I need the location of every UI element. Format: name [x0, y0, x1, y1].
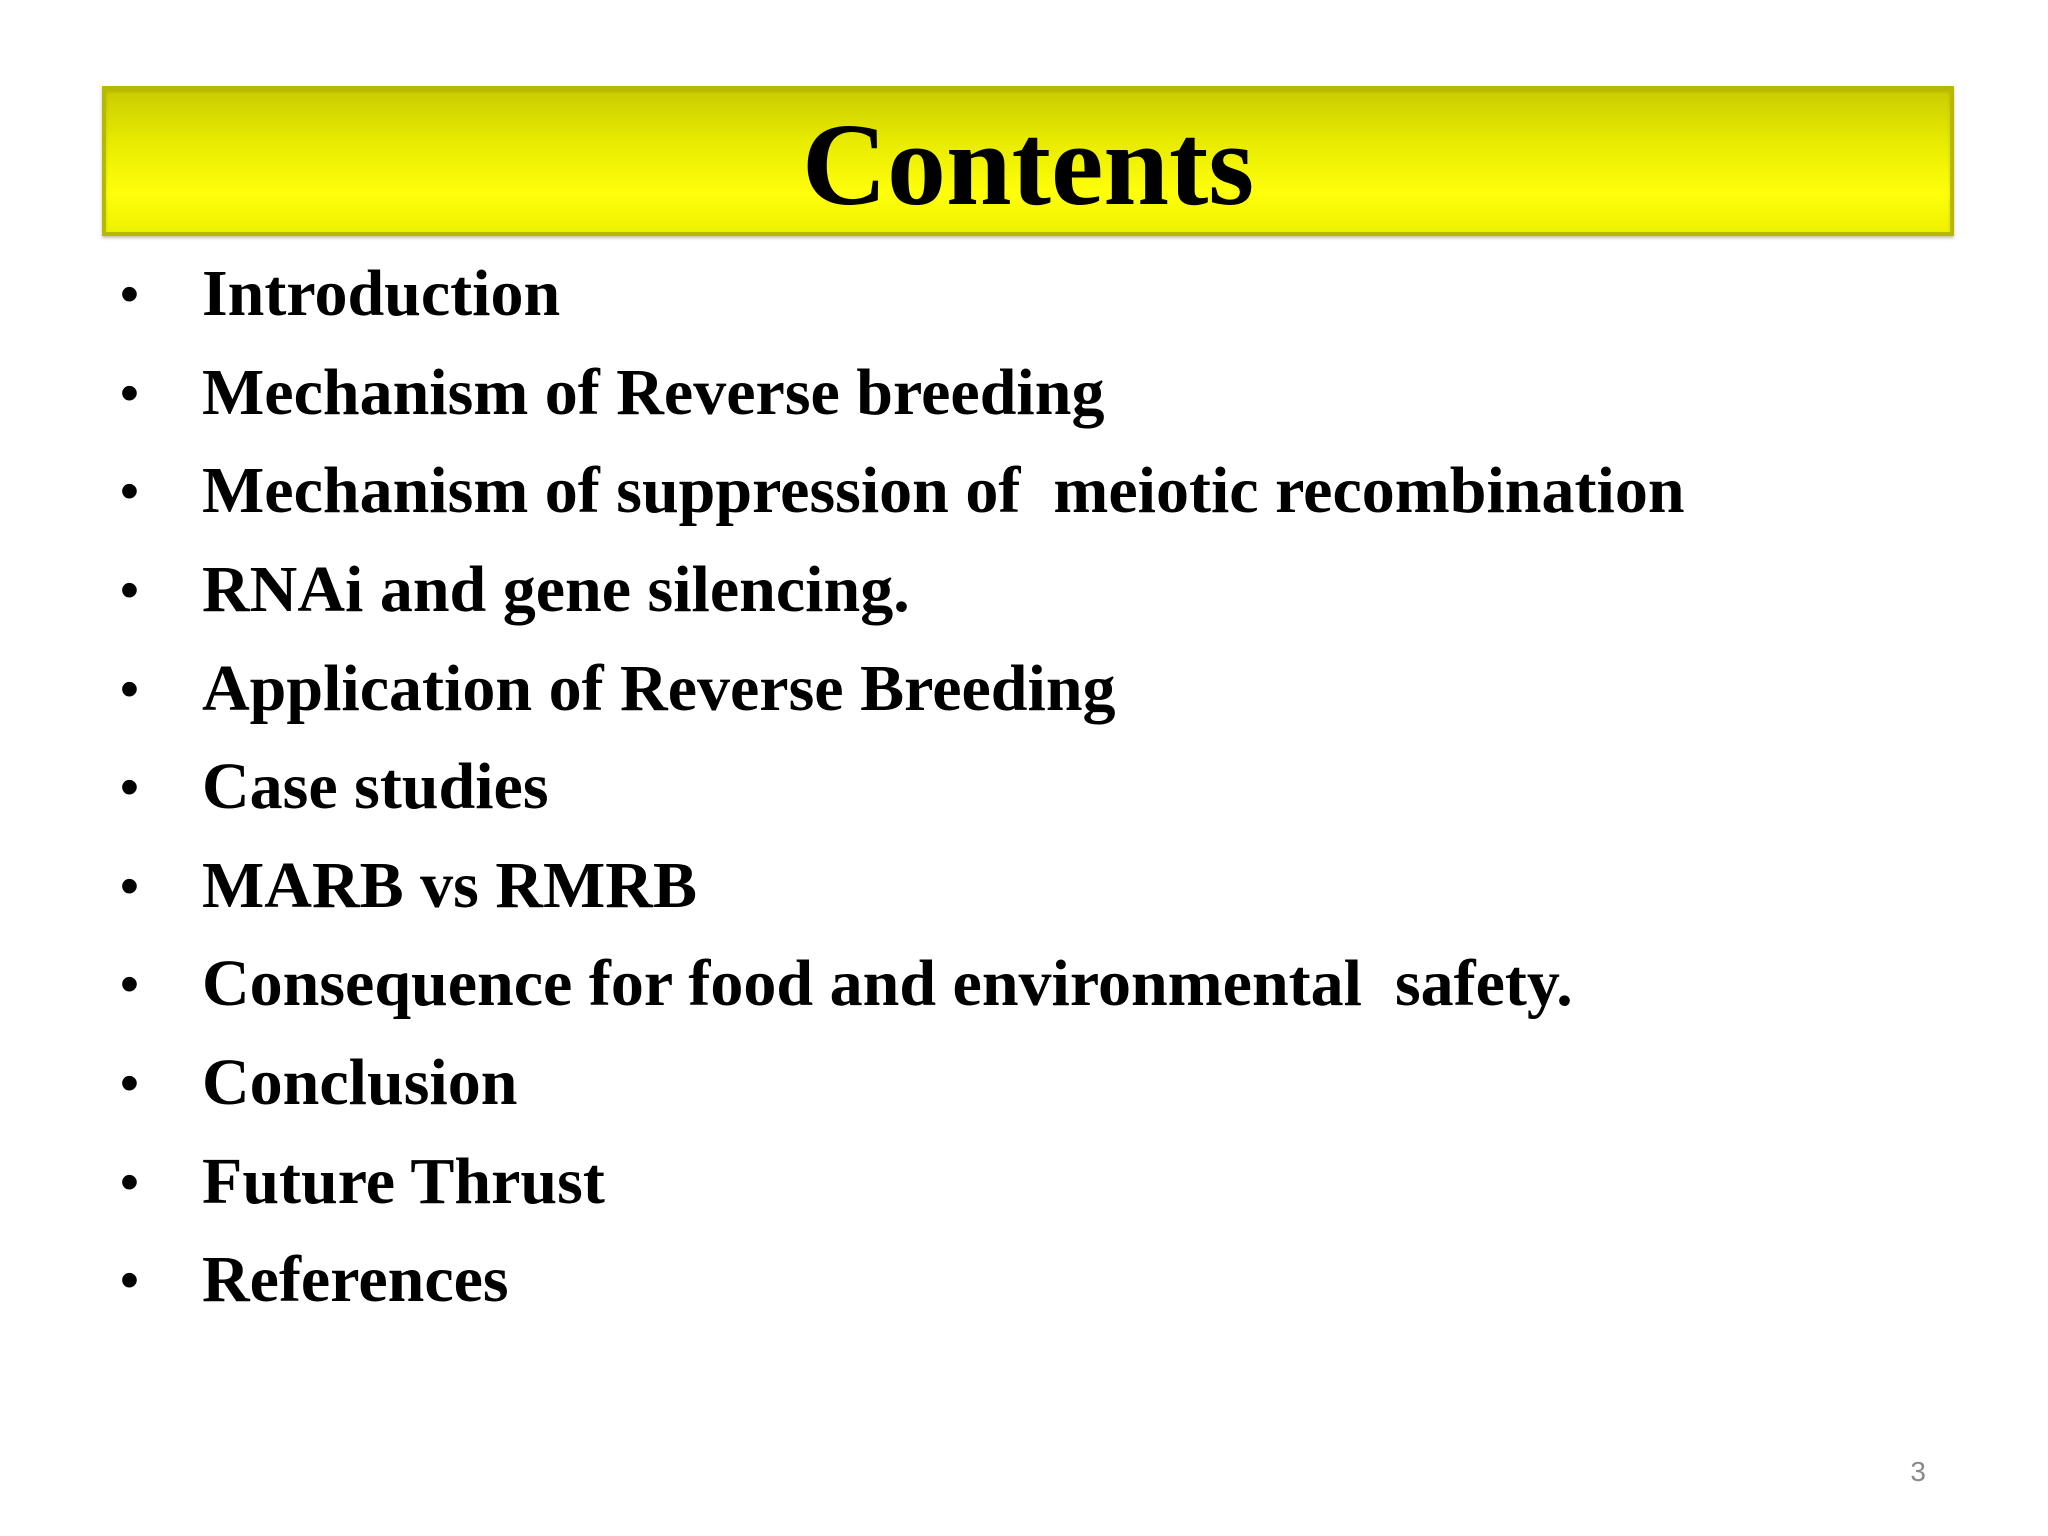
bullet-icon: •	[120, 954, 139, 1015]
bullet-icon: •	[120, 658, 139, 719]
list-item-text: Mechanism of suppression of meiotic recombination	[202, 454, 1685, 528]
list-item-text: References	[202, 1243, 509, 1317]
list-item	[120, 1231, 1920, 1330]
list-item	[120, 639, 1920, 738]
list-item	[120, 1034, 1920, 1133]
page-number: 3	[1910, 1456, 1926, 1487]
list-item-text: MARB vs RMRB	[202, 848, 697, 922]
list-item-text: Introduction	[202, 257, 561, 331]
bullet-icon: •	[120, 362, 139, 423]
list-item-text: Application of Reverse Breeding	[202, 651, 1116, 725]
list-item	[120, 837, 1920, 936]
list-item-text: Consequence for food and environmental safety.	[202, 947, 1573, 1021]
list-item	[120, 442, 1920, 541]
list-item	[120, 344, 1920, 443]
list-item	[120, 935, 1920, 1034]
bullet-icon: •	[120, 1053, 139, 1114]
bullet-icon: •	[120, 757, 139, 818]
list-item-text: Conclusion	[202, 1046, 518, 1120]
list-item-text: RNAi and gene silencing.	[202, 553, 910, 627]
list-item-text: Case studies	[202, 750, 549, 824]
bullet-icon: •	[120, 1151, 139, 1212]
list-item	[120, 541, 1920, 640]
list-item	[120, 245, 1920, 344]
slide-title: Contents	[801, 99, 1255, 230]
bullet-icon: •	[120, 264, 139, 325]
bullet-icon: •	[120, 461, 139, 522]
list-item-text: Future Thrust	[202, 1144, 605, 1218]
list-item	[120, 738, 1920, 837]
contents-list	[120, 245, 1920, 1330]
bullet-icon: •	[120, 855, 139, 916]
list-item	[120, 1132, 1920, 1231]
title-banner	[102, 86, 1954, 236]
bullet-icon: •	[120, 560, 139, 621]
list-item-text: Mechanism of Reverse breeding	[202, 355, 1105, 429]
bullet-icon: •	[120, 1250, 139, 1311]
